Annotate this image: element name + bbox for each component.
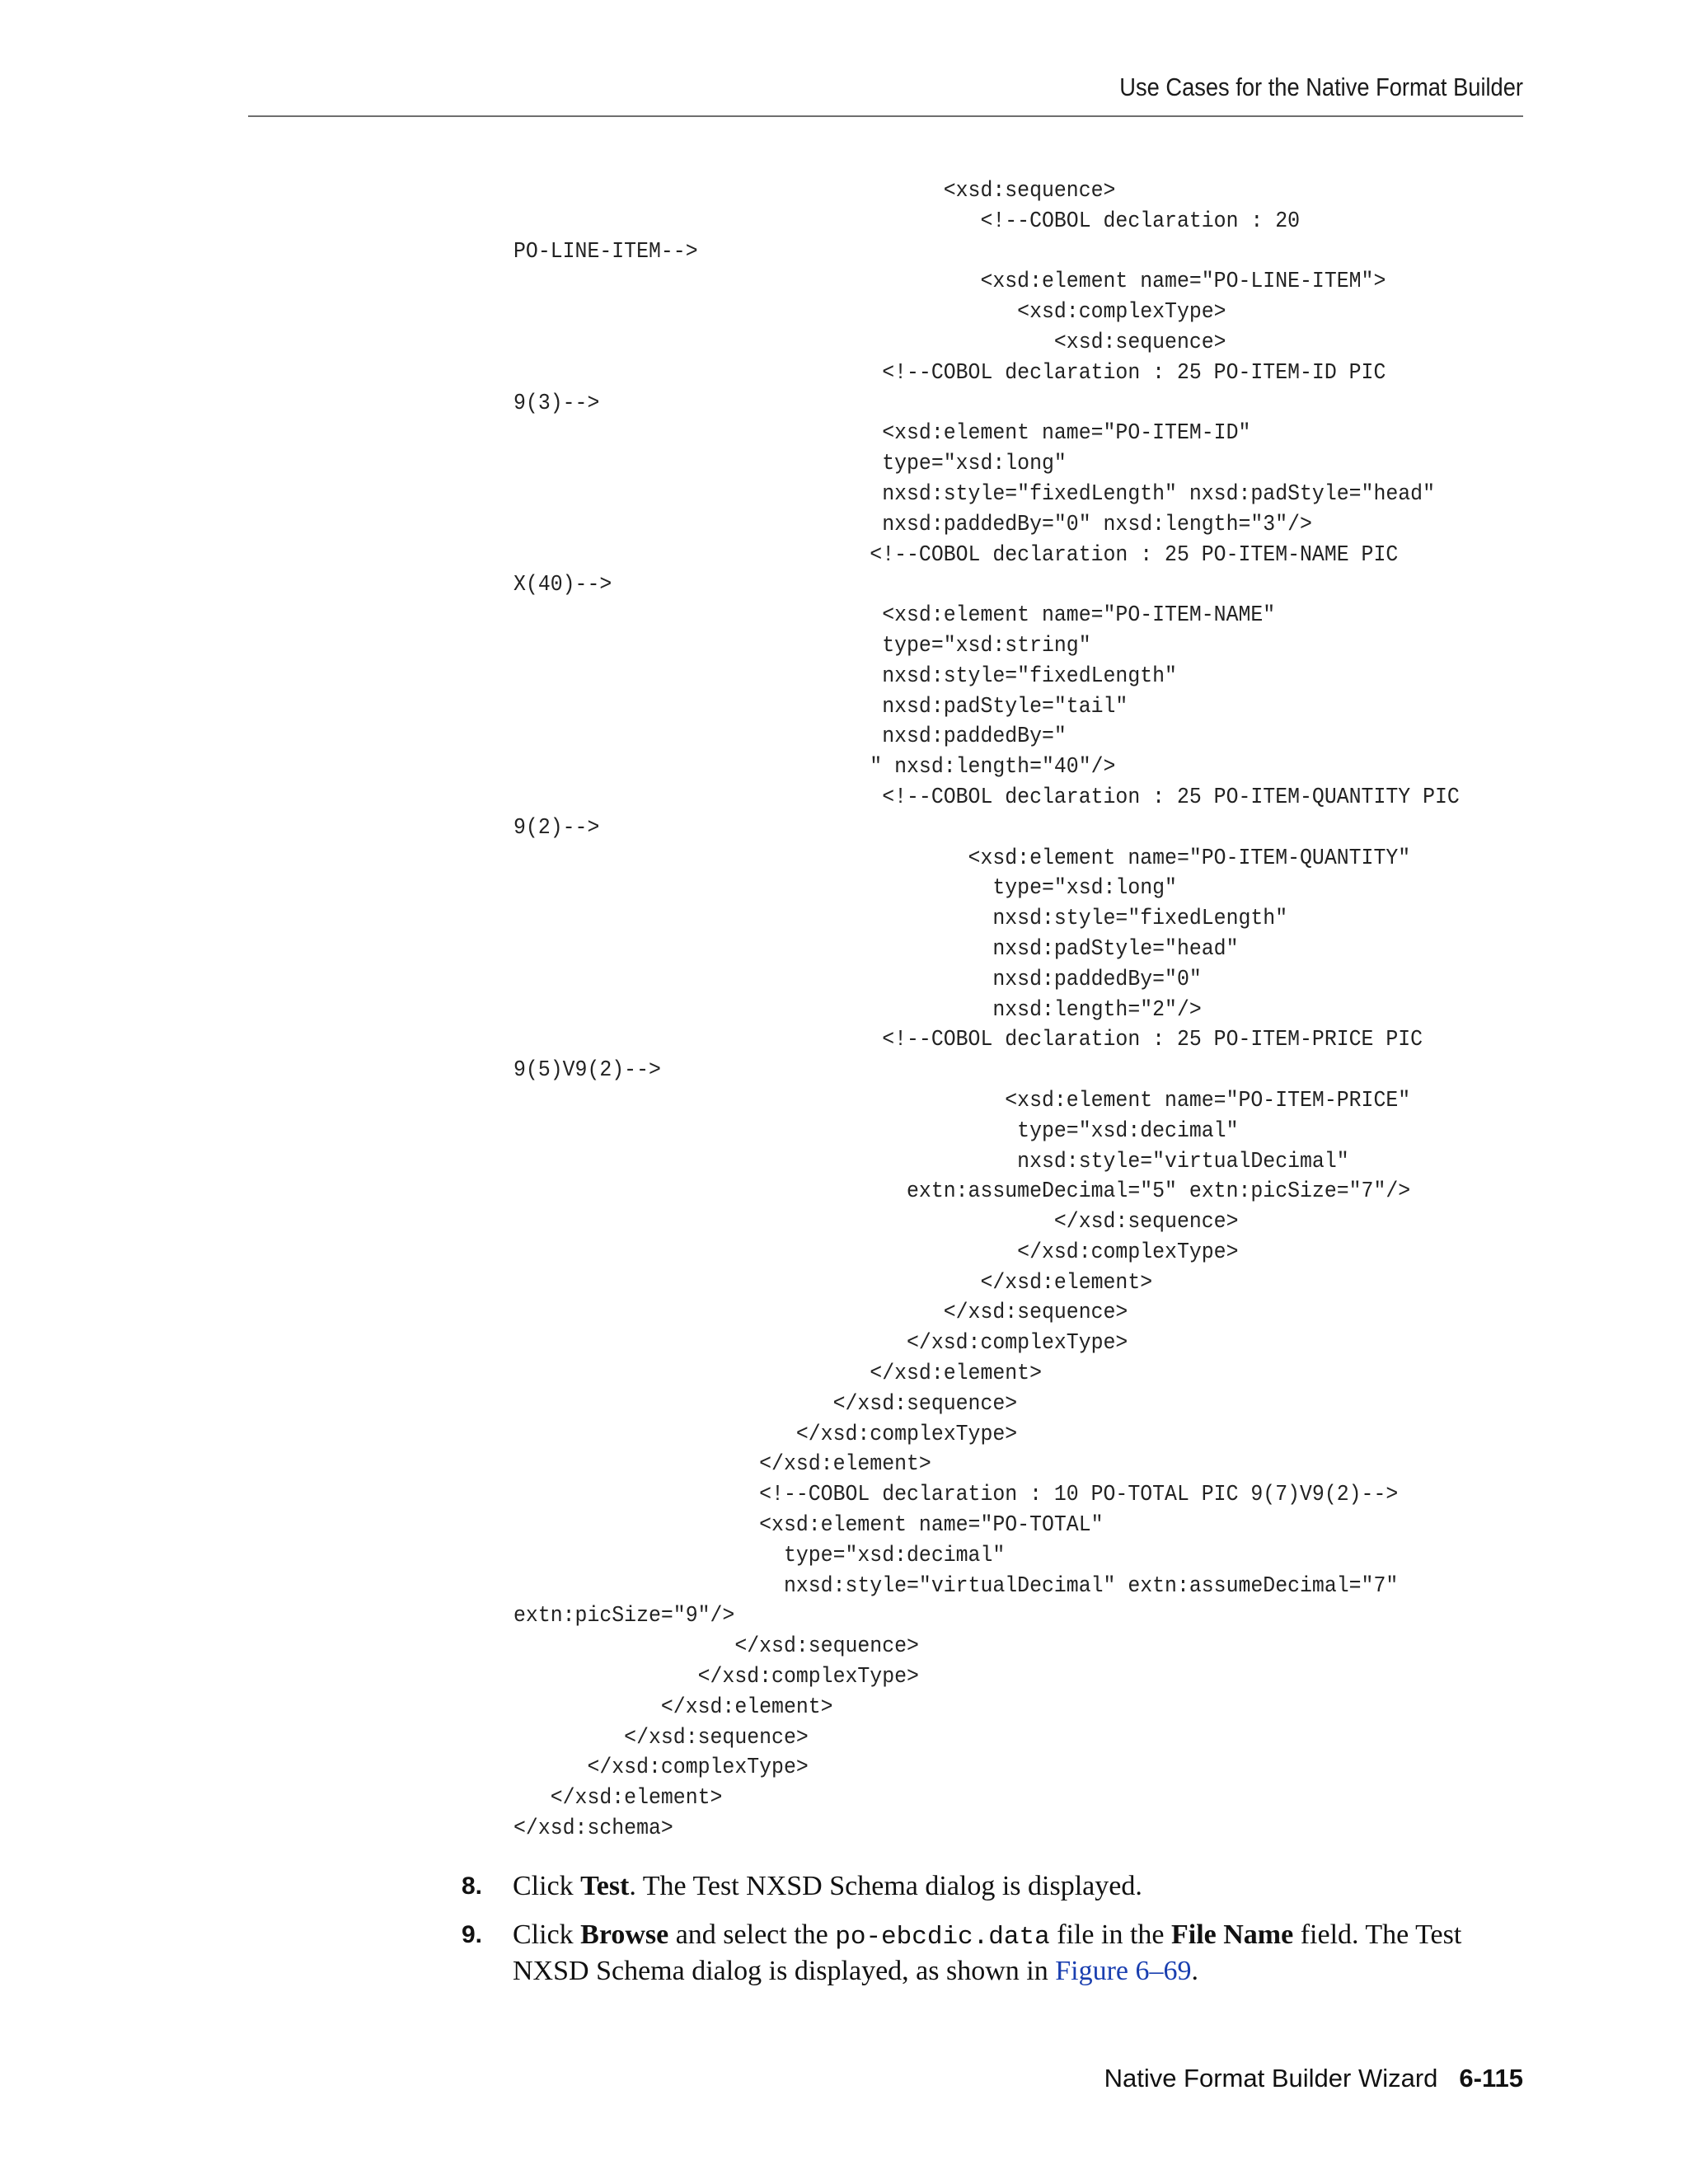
code-line: <xsd:element name="PO-ITEM-PRICE" xyxy=(513,1088,1411,1113)
running-footer xyxy=(1104,2064,1523,2093)
figure-link[interactable]: Figure 6–69 xyxy=(1055,1956,1192,1986)
step-text: file in the xyxy=(1049,1919,1171,1950)
step-text: . xyxy=(1191,1956,1198,1986)
step-text: Click xyxy=(513,1871,581,1901)
code-line: <xsd:element name="PO-ITEM-QUANTITY" xyxy=(513,846,1411,871)
code-line: <!--COBOL declaration : 10 PO-TOTAL PIC 9(7)V9(2)--> xyxy=(513,1483,1399,1508)
code-line: <!--COBOL declaration : 25 PO-ITEM-QUANTITY PIC xyxy=(513,785,1460,810)
code-line: " nxsd:length="40"/> xyxy=(513,755,1116,780)
code-line: </xsd:complexType> xyxy=(513,1665,919,1690)
code-line: </xsd:complexType> xyxy=(513,1755,809,1781)
code-line: nxsd:style="fixedLength" xyxy=(513,907,1288,932)
code-line: extn:picSize="9"/> xyxy=(513,1604,735,1629)
code-line: <xsd:element name="PO-ITEM-ID" xyxy=(513,421,1251,447)
step-8 xyxy=(462,1869,1533,1903)
code-line: <xsd:sequence> xyxy=(513,330,1226,355)
code-line: </xsd:schema> xyxy=(513,1816,673,1842)
code-line: type="xsd:decimal" xyxy=(513,1118,1239,1144)
code-line: </xsd:sequence> xyxy=(513,1634,919,1660)
code-line: nxsd:length="2"/> xyxy=(513,997,1202,1023)
schema-code-listing xyxy=(513,176,1499,1875)
code-line: PO-LINE-ITEM--> xyxy=(513,239,698,265)
code-line: nxsd:padStyle="tail" xyxy=(513,694,1128,719)
code-line: nxsd:style="virtualDecimal" xyxy=(513,1149,1349,1174)
code-line: type="xsd:decimal" xyxy=(513,1543,1006,1568)
code-line: </xsd:element> xyxy=(513,1270,1153,1296)
code-line: </xsd:element> xyxy=(513,1694,833,1720)
step-text: Click xyxy=(513,1919,581,1950)
code-line: <!--COBOL declaration : 20 xyxy=(513,209,1301,234)
code-line: nxsd:paddedBy="0" xyxy=(513,967,1202,992)
code-line: type="xsd:long" xyxy=(513,452,1067,477)
code-line: </xsd:complexType> xyxy=(513,1422,1018,1447)
procedure-steps xyxy=(462,1869,1533,2003)
code-line: type="xsd:long" xyxy=(513,876,1177,902)
step-text: and select the xyxy=(668,1919,836,1950)
code-line: </xsd:complexType> xyxy=(513,1331,1128,1357)
code-line: nxsd:style="virtualDecimal" extn:assumeDecimal="7" xyxy=(513,1573,1399,1599)
code-line: 9(5)V9(2)--> xyxy=(513,1058,661,1084)
code-line: <xsd:sequence> xyxy=(513,179,1116,204)
ui-term-browse: Browse xyxy=(580,1919,669,1950)
code-line: extn:assumeDecimal="5" extn:picSize="7"/> xyxy=(513,1179,1411,1205)
ui-term-file-name: File Name xyxy=(1170,1919,1294,1950)
code-line: </xsd:sequence> xyxy=(513,1725,809,1750)
code-line: X(40)--> xyxy=(513,573,612,598)
code-line: <xsd:element name="PO-LINE-ITEM"> xyxy=(513,269,1386,295)
footer-section: Native Format Builder Wizard xyxy=(1104,2064,1438,2093)
code-line: type="xsd:string" xyxy=(513,633,1091,658)
ui-term-test: Test xyxy=(580,1871,630,1901)
code-line: <xsd:element name="PO-ITEM-NAME" xyxy=(513,603,1276,629)
step-text: . The Test NXSD Schema dialog is displayed. xyxy=(629,1871,1142,1901)
code-line: 9(2)--> xyxy=(513,815,600,841)
step-number: 9. xyxy=(462,1921,483,1948)
code-line: nxsd:paddedBy=" xyxy=(513,724,1067,750)
step-9 xyxy=(462,1918,1533,1988)
code-line: 9(3)--> xyxy=(513,391,600,416)
running-header: Use Cases for the Native Format Builder xyxy=(1119,73,1523,101)
code-line: </xsd:sequence> xyxy=(513,1210,1239,1235)
code-line: <!--COBOL declaration : 25 PO-ITEM-PRICE PIC xyxy=(513,1028,1423,1053)
code-line: </xsd:element> xyxy=(513,1361,1042,1387)
code-line: <!--COBOL declaration : 25 PO-ITEM-NAME PIC xyxy=(513,542,1399,568)
code-line: </xsd:complexType> xyxy=(513,1240,1239,1265)
code-line: </xsd:sequence> xyxy=(513,1301,1128,1326)
code-line: <xsd:element name="PO-TOTAL" xyxy=(513,1513,1104,1539)
file-name-code: po-ebcdic.data xyxy=(835,1923,1050,1952)
code-line: </xsd:sequence> xyxy=(513,1391,1018,1417)
code-line: <!--COBOL declaration : 25 PO-ITEM-ID PIC xyxy=(513,360,1386,386)
step-number: 8. xyxy=(462,1872,483,1900)
code-line: </xsd:element> xyxy=(513,1786,723,1811)
header-divider xyxy=(248,115,1523,117)
page-number: 6-115 xyxy=(1459,2064,1523,2093)
code-line: nxsd:padStyle="head" xyxy=(513,936,1239,962)
code-line: nxsd:style="fixedLength" xyxy=(513,663,1177,689)
code-line: </xsd:element> xyxy=(513,1452,931,1478)
step-text: field. The Test NXSD Schema dialog is displayed, as shown in xyxy=(513,1919,1462,1986)
code-line: <xsd:complexType> xyxy=(513,300,1226,326)
code-line: nxsd:paddedBy="0" nxsd:length="3"/> xyxy=(513,512,1312,537)
code-line: nxsd:style="fixedLength" nxsd:padStyle="head" xyxy=(513,481,1435,507)
